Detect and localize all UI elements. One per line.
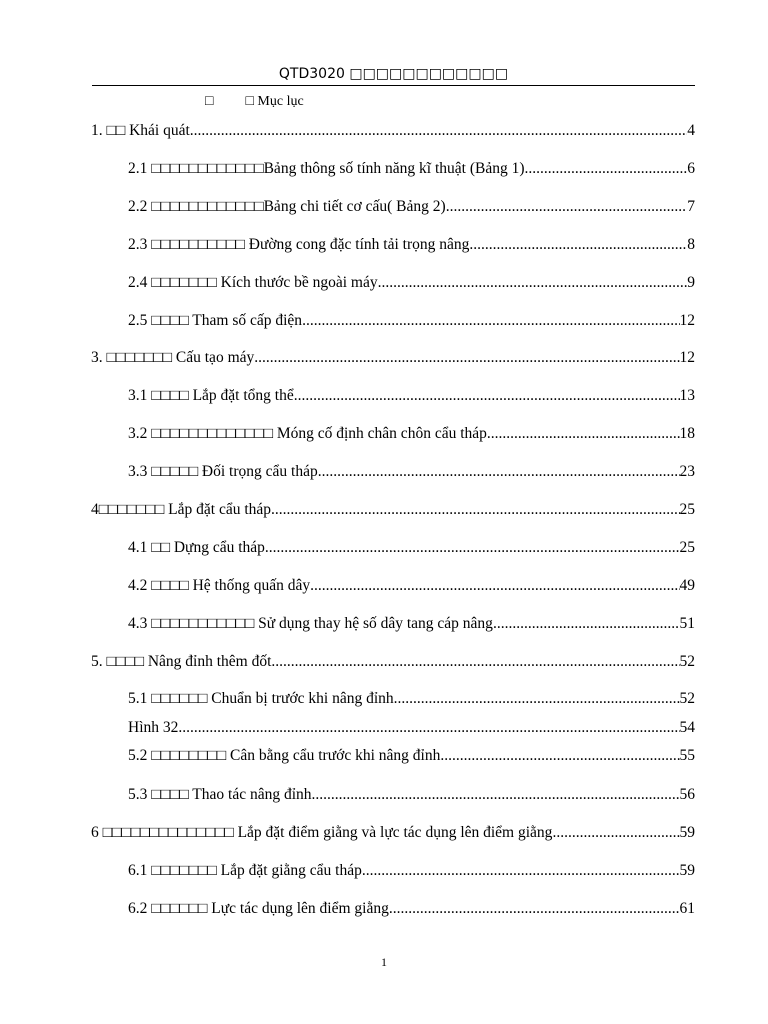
toc-entry-5-3[interactable]: 5.3 □□□□ Thao tác nâng đỉnh ..... 56 [128,785,695,805]
toc-entry-4-2[interactable]: 4.2 □□□□ Hệ thống quấn dây ..... 49 [128,576,695,596]
toc-entry-4[interactable]: 4□□□□□□□ Lắp đặt cẩu tháp ..... 25 [91,500,695,520]
toc-entry-2-3[interactable]: 2.3 □□□□□□□□□□ Đường cong đặc tính tải trọng nâng ..... 8 [128,235,695,255]
toc-entry-2-2[interactable]: 2.2 □□□□□□□□□□□□Bảng chi tiết cơ cấu( Bảng 2) ..... 7 [128,197,695,217]
toc-entry-6-2[interactable]: 6.2 □□□□□□ Lực tác dụng lên điểm giằng ..... 61 [128,899,695,919]
toc-title [205,94,304,110]
toc-entry-3[interactable]: 3. □□□□□□□ Cấu tạo máy ..... 12 [91,348,695,368]
toc-entry-1[interactable]: 1. □□ Khái quát ..... 4 [91,121,695,141]
toc-entry-2-4[interactable]: 2.4 □□□□□□□ Kích thước bề ngoài máy ..... 9 [128,273,695,293]
toc-entry-6[interactable]: 6 □□□□□□□□□□□□□□ Lắp đặt điểm giằng và lực tác dụng lên điểm giằng ..... 59 [91,823,695,843]
toc-entry-figure-32[interactable]: Hình 32 ..... 54 [128,718,695,738]
toc-entry-2-5[interactable]: 2.5 □□□□ Tham số cấp điện ..... 12 [128,311,695,331]
toc-entry-3-2[interactable]: 3.2 □□□□□□□□□□□□□ Móng cố định chân chôn cẩu tháp ..... 18 [128,424,695,444]
toc-entry-2-1[interactable]: 2.1 □□□□□□□□□□□□Bảng thông số tính năng kĩ thuật (Bảng 1) ..... 6 [128,159,695,179]
toc-entry-5-1[interactable]: 5.1 □□□□□□ Chuẩn bị trước khi nâng đỉnh ..... 52 [128,689,695,709]
toc-title-icon: □ [205,94,214,109]
toc-entry-3-3[interactable]: 3.3 □□□□□ Đối trọng cẩu tháp ..... 23 [128,462,695,482]
page-number: 1 [381,955,387,969]
toc-entry-5-2[interactable]: 5.2 □□□□□□□□ Cân bằng cẩu trước khi nâng đỉnh ..... 55 [128,746,695,766]
document-header: QTD3020 □□□□□□□□□□□□ [92,63,695,86]
toc-entry-4-3[interactable]: 4.3 □□□□□□□□□□□ Sử dụng thay hệ số dây tang cáp nâng ..... 51 [128,614,695,634]
toc-entry-6-1[interactable]: 6.1 □□□□□□□ Lắp đặt giằng cẩu tháp ..... 59 [128,861,695,881]
toc-entry-3-1[interactable]: 3.1 □□□□ Lắp đặt tổng thể ..... 13 [128,386,695,406]
toc-title-label: □ Mục lục [245,94,304,109]
toc-entry-5[interactable]: 5. □□□□ Nâng đỉnh thêm đốt ..... 52 [91,652,695,672]
toc-entry-4-1[interactable]: 4.1 □□ Dựng cẩu tháp ..... 25 [128,538,695,558]
